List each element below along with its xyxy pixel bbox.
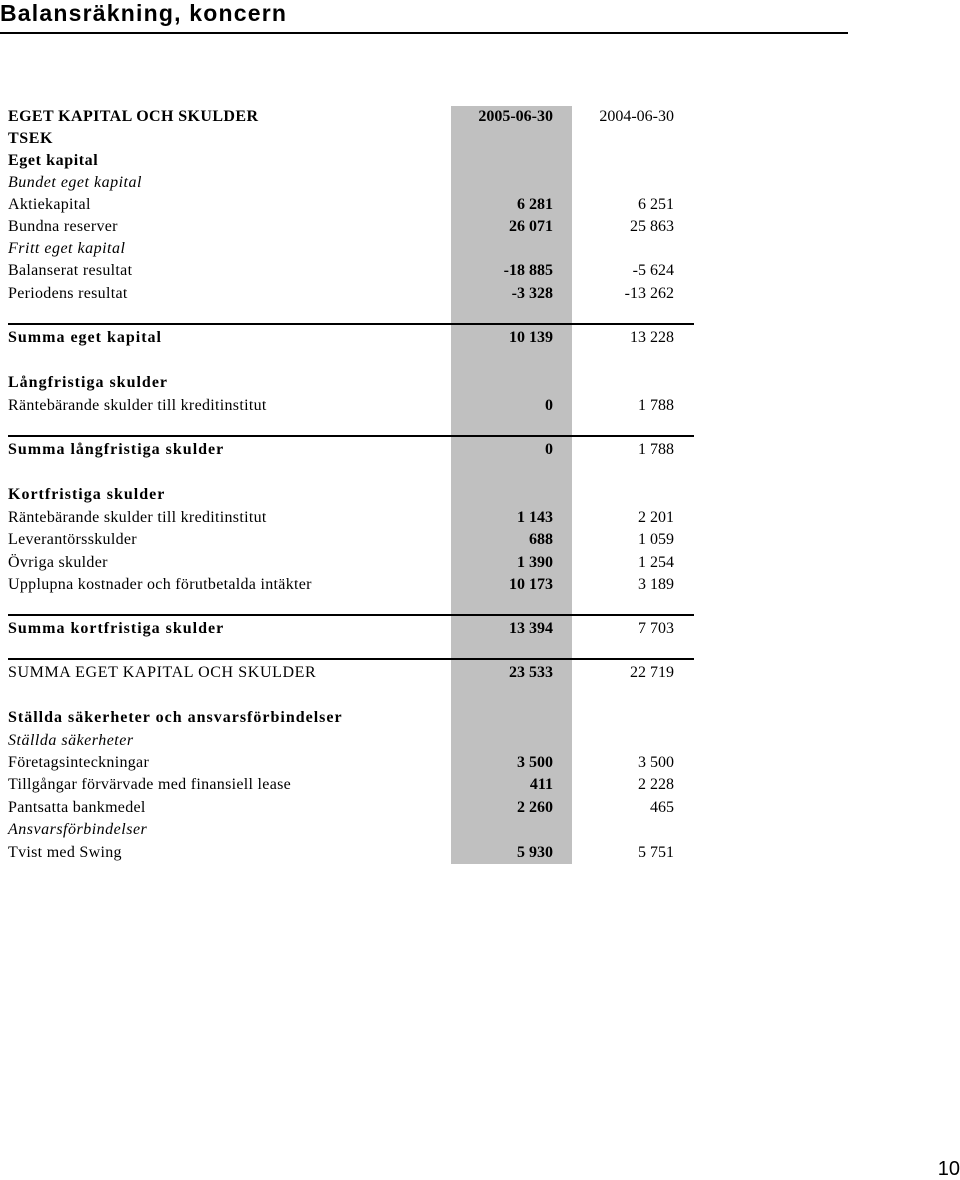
row-label: Summa eget kapital bbox=[8, 329, 162, 346]
row-label: Tvist med Swing bbox=[8, 844, 122, 861]
value-previous: -13 262 bbox=[624, 285, 674, 302]
row-label: Räntebärande skulder till kreditinstitut bbox=[8, 397, 267, 414]
table-row bbox=[0, 529, 700, 551]
value-current: 6 281 bbox=[517, 196, 553, 213]
value-previous: 13 228 bbox=[630, 329, 674, 346]
value-previous: 25 863 bbox=[630, 218, 674, 235]
value-current: 688 bbox=[529, 531, 553, 548]
table-row bbox=[0, 574, 700, 596]
value-current: 13 394 bbox=[509, 620, 553, 637]
table-row bbox=[0, 819, 700, 841]
section-rule bbox=[8, 614, 694, 616]
table-row bbox=[0, 707, 700, 729]
table-row bbox=[0, 552, 700, 574]
value-previous: -5 624 bbox=[632, 262, 674, 279]
row-label: Aktiekapital bbox=[8, 196, 91, 213]
row-label: Kortfristiga skulder bbox=[8, 486, 166, 503]
table-row bbox=[0, 283, 700, 305]
value-previous: 2 228 bbox=[638, 776, 674, 793]
value-current: 1 143 bbox=[517, 509, 553, 526]
row-label: Pantsatta bankmedel bbox=[8, 799, 146, 816]
table-row bbox=[0, 260, 700, 282]
table-row bbox=[0, 194, 700, 216]
row-label: Eget kapital bbox=[8, 152, 99, 169]
value-previous: 1 788 bbox=[638, 397, 674, 414]
table-row bbox=[0, 774, 700, 796]
page-number: 10 bbox=[937, 1158, 960, 1180]
value-current: 26 071 bbox=[509, 218, 553, 235]
table-row bbox=[0, 150, 700, 172]
value-current: 0 bbox=[545, 441, 553, 458]
table-row bbox=[0, 172, 700, 194]
section-rule bbox=[8, 323, 694, 325]
table-row bbox=[0, 730, 700, 752]
value-current: 411 bbox=[529, 776, 553, 793]
row-label: Ställda säkerheter bbox=[8, 732, 134, 749]
table-header-row bbox=[0, 106, 700, 128]
row-label: Fritt eget kapital bbox=[8, 240, 126, 257]
value-current: -18 885 bbox=[503, 262, 553, 279]
value-current: 23 533 bbox=[509, 664, 553, 681]
row-label: Räntebärande skulder till kreditinstitut bbox=[8, 509, 267, 526]
table-row bbox=[0, 238, 700, 260]
value-current: 3 500 bbox=[517, 754, 553, 771]
table-row bbox=[0, 216, 700, 238]
value-current: 10 173 bbox=[509, 576, 553, 593]
section-rule bbox=[8, 658, 694, 660]
value-current: 2 260 bbox=[517, 799, 553, 816]
table-row bbox=[0, 797, 700, 819]
value-previous: 22 719 bbox=[630, 664, 674, 681]
header-label: EGET KAPITAL OCH SKULDER bbox=[8, 108, 259, 125]
row-label: Leverantörsskulder bbox=[8, 531, 137, 548]
page-title: Balansräkning, koncern bbox=[0, 0, 288, 26]
total-row bbox=[0, 327, 700, 349]
value-current: 0 bbox=[545, 397, 553, 414]
unit-label: TSEK bbox=[8, 130, 54, 147]
value-previous: 1 254 bbox=[638, 554, 674, 571]
value-current: -3 328 bbox=[511, 285, 553, 302]
total-row bbox=[0, 439, 700, 461]
row-label: Ställda säkerheter och ansvarsförbindelser bbox=[8, 709, 343, 726]
row-label: Bundna reserver bbox=[8, 218, 118, 235]
value-previous: 465 bbox=[650, 799, 674, 816]
value-current: 10 139 bbox=[509, 329, 553, 346]
title-rule bbox=[0, 32, 848, 34]
row-label: Ansvarsförbindelser bbox=[8, 821, 148, 838]
section-rule bbox=[8, 435, 694, 437]
value-previous: 7 703 bbox=[638, 620, 674, 637]
value-previous: 1 788 bbox=[638, 441, 674, 458]
row-label: Bundet eget kapital bbox=[8, 174, 142, 191]
value-previous: 5 751 bbox=[638, 844, 674, 861]
row-label: Företagsinteckningar bbox=[8, 754, 150, 771]
unit-row bbox=[0, 128, 700, 150]
row-label: Balanserat resultat bbox=[8, 262, 133, 279]
row-label: Övriga skulder bbox=[8, 554, 108, 571]
row-label: Summa kortfristiga skulder bbox=[8, 620, 225, 637]
column-header-current: 2005-06-30 bbox=[478, 108, 553, 125]
row-label: Tillgångar förvärvade med finansiell lease bbox=[8, 776, 292, 793]
value-previous: 2 201 bbox=[638, 509, 674, 526]
row-label: Periodens resultat bbox=[8, 285, 128, 302]
row-label: SUMMA EGET KAPITAL OCH SKULDER bbox=[8, 664, 317, 681]
table-row bbox=[0, 842, 700, 864]
column-header-previous: 2004-06-30 bbox=[599, 108, 674, 125]
table-row bbox=[0, 372, 700, 394]
value-previous: 6 251 bbox=[638, 196, 674, 213]
row-label: Upplupna kostnader och förutbetalda intäkter bbox=[8, 576, 312, 593]
value-current: 1 390 bbox=[517, 554, 553, 571]
value-previous: 3 189 bbox=[638, 576, 674, 593]
row-label: Långfristiga skulder bbox=[8, 374, 169, 391]
value-current: 5 930 bbox=[517, 844, 553, 861]
table-row bbox=[0, 752, 700, 774]
grand-total-row bbox=[0, 662, 700, 684]
total-row bbox=[0, 618, 700, 640]
row-label: Summa långfristiga skulder bbox=[8, 441, 225, 458]
table-row bbox=[0, 395, 700, 417]
table-row bbox=[0, 507, 700, 529]
value-previous: 1 059 bbox=[638, 531, 674, 548]
table-row bbox=[0, 484, 700, 506]
value-previous: 3 500 bbox=[638, 754, 674, 771]
